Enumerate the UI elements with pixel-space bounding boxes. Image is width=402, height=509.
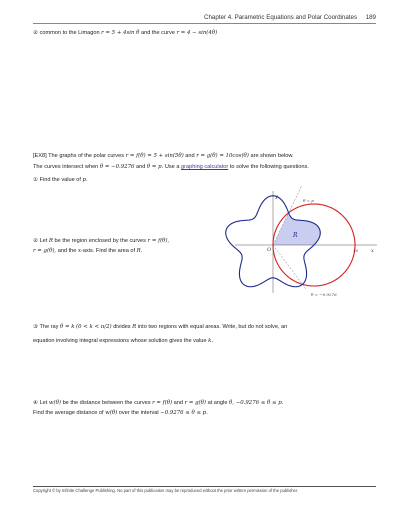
question-text: and the curve — [140, 30, 175, 36]
copyright-footer: Copyright © by Infinite Challenge Publishing. No part of this publication may be reproduced without the prior written permission of the publisher. — [33, 488, 299, 493]
text: [EX8] The graphs of the polar curves — [33, 153, 125, 159]
question-text: common to the Limagon — [39, 30, 100, 36]
math-expression: r = 5 + 4sin θ — [101, 30, 140, 36]
math-expression: p. — [82, 177, 88, 183]
text: to solve the following questions. — [229, 164, 309, 170]
math-expression: w(θ) — [48, 400, 61, 406]
question-1 — [33, 177, 88, 184]
question-4 — [33, 400, 283, 407]
page-number: 189 — [365, 14, 376, 21]
text: ① Find the value of — [33, 177, 81, 183]
math-expression: r = f(θ) = 5 + sin(5θ) — [125, 153, 184, 159]
text: -axis. Find the area of — [80, 248, 136, 254]
text: and — [185, 153, 195, 159]
math-expression: r = g(θ), — [33, 248, 57, 254]
text: and the — [57, 248, 77, 254]
math-expression: R. — [136, 248, 143, 254]
text: over the interval — [118, 410, 159, 416]
y-axis-label: y — [275, 194, 278, 200]
text: ② Let — [33, 238, 48, 244]
text: be the distance between the curves — [62, 400, 151, 406]
text: at angle — [207, 400, 228, 406]
math-expression: r = 4 − sin(4θ) — [176, 30, 218, 36]
question-number: ② — [33, 30, 39, 36]
text: are shown below. — [250, 153, 294, 159]
math-expression: −0.9276 ≤ θ ≤ p. — [160, 410, 208, 416]
question-top — [33, 30, 217, 37]
question-4-line-2 — [33, 410, 208, 417]
ex8-line-1 — [33, 153, 294, 160]
question-2 — [33, 238, 169, 245]
polar-curves-figure — [225, 185, 385, 300]
text: divides — [113, 324, 131, 330]
math-expression: r = f(θ), — [147, 238, 170, 244]
page-header — [204, 14, 376, 21]
question-2-line-2 — [33, 248, 142, 255]
text: and — [173, 400, 184, 406]
math-expression: θ = k — [60, 324, 75, 330]
math-expression: r = g(θ) — [184, 400, 207, 406]
ray-neg-label: θ = −0.9276 — [311, 292, 337, 297]
question-3 — [33, 324, 287, 331]
text: into two regions with equal areas. Write, but do not solve, an — [137, 324, 288, 330]
region-label: R — [293, 232, 298, 239]
math-expression: R — [48, 238, 53, 244]
chapter-title: Chapter 4. Parametric Equations and Polar Coordinates — [204, 14, 358, 21]
origin-label: O — [267, 247, 272, 253]
math-expression: k. — [208, 338, 214, 344]
math-expression: (0 < k < π/2) — [76, 324, 112, 330]
tick-label-10: 10 — [353, 248, 359, 253]
footer-rule — [33, 486, 376, 487]
text: be the region enclosed by the curves — [54, 238, 146, 244]
math-expression: w(θ) — [105, 410, 118, 416]
text: equation involving integral expressions whose solution gives the value — [33, 338, 207, 344]
math-expression: R — [132, 324, 137, 330]
math-expression: r = f(θ) — [152, 400, 173, 406]
region-R — [273, 213, 320, 245]
text: Find the average distance of — [33, 410, 104, 416]
graphing-calculator-link[interactable]: graphing calculator — [181, 164, 229, 170]
math-expression: x — [77, 248, 81, 254]
question-3-line-2 — [33, 338, 213, 345]
ray-p-label: θ = p — [303, 198, 314, 203]
text: ③ The ray — [33, 324, 59, 330]
text: and — [136, 164, 146, 170]
math-expression: θ = p. — [146, 164, 164, 170]
header-rule — [33, 23, 376, 24]
math-expression: θ = −0.9276 — [99, 164, 135, 170]
ex8-line-2 — [33, 164, 309, 171]
ray-theta-neg — [273, 245, 306, 290]
math-expression: θ, −0.9276 ≤ θ ≤ p. — [229, 400, 284, 406]
text: The curves intersect when — [33, 164, 99, 170]
text: Use a — [164, 164, 180, 170]
text: ④ Let — [33, 400, 48, 406]
math-expression: r = g(θ) = 10cos(θ) — [196, 153, 249, 159]
x-axis-label: x — [371, 248, 374, 254]
